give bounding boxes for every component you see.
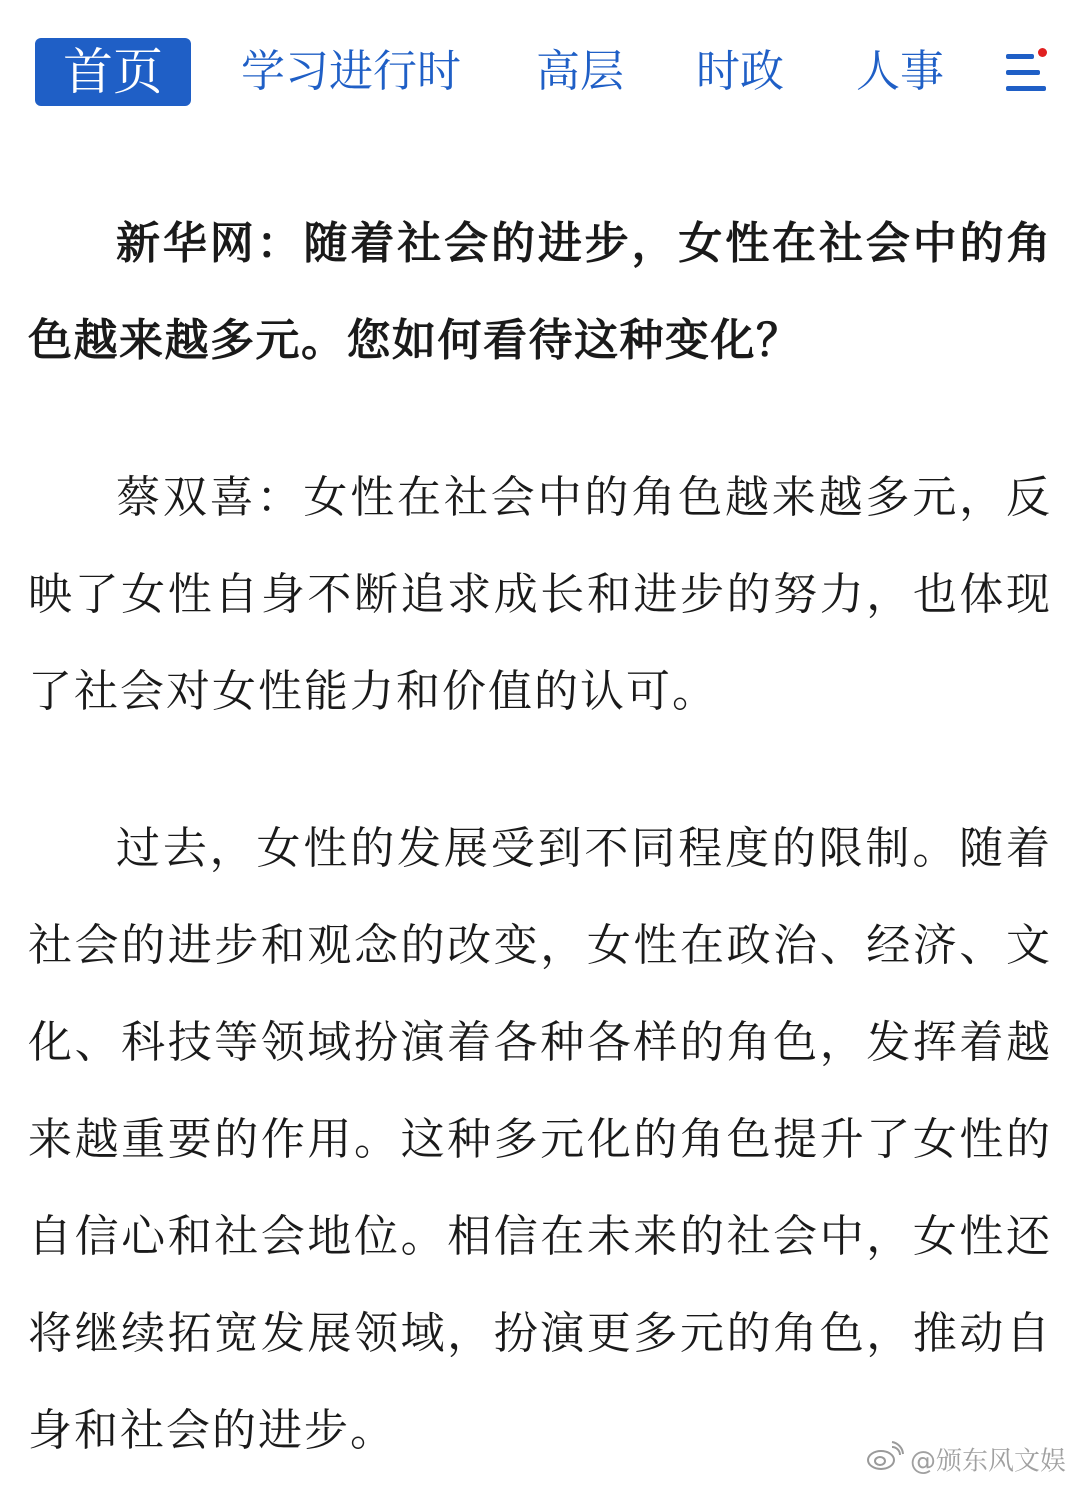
interview-question: 新华网：随着社会的进步，女性在社会中的角色越来越多元。您如何看待这种变化？ [28,218,1052,366]
answer-paragraph: 过去，女性的发展受到不同程度的限制。随着社会的进步和观念的改变，女性在政治、经济、文化、科技等领域扮演着各种各样的角色，发挥着越来越重要的作用。这种多元化的角色提升了女性的自信心和社会地位。相信在未来的社会中，女性还将继续拓宽发展领域，扮演更多元的角色，推动自身和社会的进步。 [28,823,1052,1456]
tab-learning-in-progress[interactable]: 学习进行时 [241,46,461,97]
menu-bar [1006,86,1046,91]
tab-personnel[interactable]: 人事 [856,46,944,97]
tab-home[interactable]: 首页 [35,38,191,106]
menu-bar [1006,54,1034,59]
answer-paragraph: 蔡双喜：女性在社会中的角色越来越多元，反映了女性自身不断追求成长和进步的努力，也体现了社会对女性能力和价值的认可。 [28,472,1052,717]
weibo-logo-icon [866,1441,904,1483]
menu-bar [1006,70,1040,75]
watermark-text: @颁东风文娱 [909,1446,1066,1477]
tab-leadership[interactable]: 高层 [536,46,624,97]
notification-dot [1038,48,1047,57]
tab-politics[interactable]: 时政 [696,46,784,97]
top-navigation [0,0,1080,130]
watermark [866,1441,1066,1481]
article-body [28,195,1052,1479]
hamburger-menu-icon[interactable] [1000,48,1050,100]
